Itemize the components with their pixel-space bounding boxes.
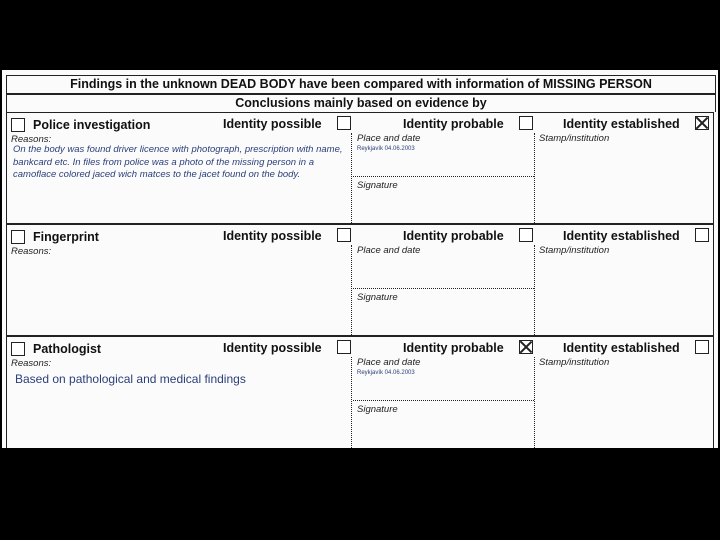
stamp-institution-label: Stamp/institution [539,133,610,144]
reasons-label: Reasons: [11,246,52,257]
identity-established-label: Identity established [563,229,680,243]
identity-probable-label: Identity probable [403,117,504,131]
section-header-row [7,225,713,247]
identity-possible-checkbox[interactable] [337,228,351,242]
identity-probable-checkbox[interactable] [519,116,533,130]
reasons-label: Reasons: [11,358,52,369]
signature-label: Signature [357,292,398,303]
identity-established-label: Identity established [563,341,680,355]
place-signature-divider [353,288,534,289]
place-date-value[interactable]: Reykjavík 04.06.2003 [357,146,415,152]
method-checkbox-police[interactable] [11,118,25,132]
reasons-text[interactable]: Based on pathological and medical findings [15,372,246,386]
identity-probable-label: Identity probable [403,341,504,355]
stamp-institution-label: Stamp/institution [539,245,610,256]
column-divider [534,357,535,448]
identity-probable-label: Identity probable [403,229,504,243]
section-fingerprint [6,224,714,336]
identity-possible-label: Identity possible [223,229,322,243]
identity-possible-label: Identity possible [223,117,322,131]
form-subtitle: Conclusions mainly based on evidence by [6,94,716,112]
identity-established-checkbox[interactable] [695,228,709,242]
place-date-label: Place and date [357,133,421,144]
signature-label: Signature [357,404,398,415]
identification-form [2,70,718,448]
column-divider [534,245,535,335]
method-label: Police investigation [33,118,151,132]
section-header-row [7,113,713,135]
reasons-text[interactable]: On the body was found driver licence with photograph, prescription with name, bankcard etc. In files from police was a photo of the missing person in a camoflace colored jaced wich matces to the jacet found on the body. [13,144,343,180]
identity-established-label: Identity established [563,117,680,131]
method-label: Fingerprint [33,230,99,244]
section-header-row [7,337,713,359]
section-police-investigation [6,112,714,224]
identity-probable-checkbox[interactable] [519,228,533,242]
column-divider [351,133,352,223]
identity-possible-label: Identity possible [223,341,322,355]
method-label: Pathologist [33,342,102,356]
place-signature-divider [353,176,534,177]
place-date-label: Place and date [357,357,421,368]
identity-established-checkbox[interactable] [695,340,709,354]
place-date-label: Place and date [357,245,421,256]
method-checkbox-fingerprint[interactable] [11,230,25,244]
reasons-label: Reasons: [11,134,52,145]
section-pathologist [6,336,714,448]
column-divider [351,357,352,448]
place-date-value[interactable]: Reykjavík 04.06.2003 [357,370,415,376]
column-divider [534,133,535,223]
column-divider [351,245,352,335]
form-title: Findings in the unknown DEAD BODY have been compared with information of MISSING PERSON [6,75,716,94]
signature-label: Signature [357,180,398,191]
method-checkbox-pathologist[interactable] [11,342,25,356]
place-signature-divider [353,400,534,401]
identity-established-checkbox-checked[interactable] [695,116,709,130]
stamp-institution-label: Stamp/institution [539,357,610,368]
identity-possible-checkbox[interactable] [337,340,351,354]
identity-possible-checkbox[interactable] [337,116,351,130]
identity-probable-checkbox-checked[interactable] [519,340,533,354]
